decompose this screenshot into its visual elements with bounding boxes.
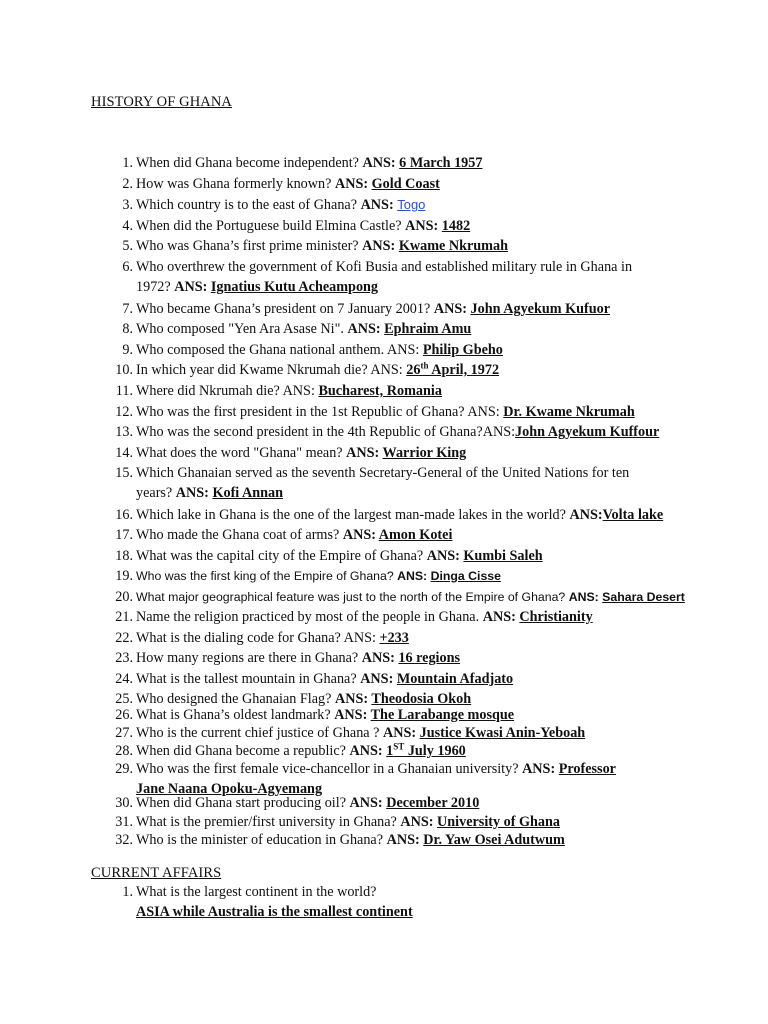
answer-second-line: Jane Naana Opoku-Agyemang — [136, 781, 323, 797]
answer-text — [384, 321, 471, 337]
question-text: Who is the minister of education in Ghana? — [136, 832, 387, 848]
answer-label: ANS: — [361, 650, 399, 666]
question-text: Who overthrew the government of Kofi Busia and established military rule in Ghana in — [136, 259, 633, 275]
answer-value: Amon Kotei — [378, 527, 453, 543]
question-text-cont: years? — [136, 485, 176, 501]
question-body — [136, 648, 460, 668]
answer-value: Dinga Cisse — [430, 569, 501, 583]
question-text: Which Ghanaian served as the seventh Secretary-General of the United Nations for ten — [136, 465, 630, 481]
answer-text — [559, 761, 616, 777]
answer-label: ANS: — [467, 404, 504, 420]
question-number: 2. — [122, 176, 133, 192]
answer-value: Professor — [558, 761, 616, 777]
answer-text — [420, 725, 586, 741]
answer-label: ANS: — [334, 691, 372, 707]
answer-text — [399, 238, 508, 254]
answer-value: Ignatius Kutu Acheampong — [210, 279, 379, 295]
question-second-line — [136, 277, 632, 297]
question-text: When did the Portuguese build Elmina Castle? — [136, 218, 406, 234]
question-text: Who was the first president in the 1st Republic of Ghana? — [136, 404, 468, 420]
answer-label: ANS: — [360, 671, 397, 687]
question-number: 20. — [115, 589, 133, 605]
question-number: 30. — [115, 795, 133, 811]
question-body — [136, 741, 466, 761]
answer-text — [406, 362, 499, 378]
question-body — [136, 195, 425, 215]
answer-label: ANS: — [362, 155, 400, 171]
answer-value: Gold Coast — [371, 176, 440, 192]
answer-text — [211, 279, 378, 295]
answer-text — [603, 507, 664, 523]
answer-text — [442, 218, 470, 234]
question-text: How many regions are there in Ghana? — [136, 650, 362, 666]
question-text: What was the capital city of the Empire of Ghana? — [136, 548, 427, 564]
question-text: Who is the current chief justice of Ghana ? — [136, 725, 383, 741]
answer-text — [471, 301, 611, 317]
answer-prefix: 1 — [386, 743, 394, 759]
question-number: 1. — [122, 884, 133, 900]
question-text: What is Ghana’s oldest landmark? — [136, 707, 335, 723]
question-text: In which year did Kwame Nkrumah die? — [136, 362, 371, 378]
answer-label: ANS: — [482, 609, 520, 625]
question-body — [136, 216, 470, 236]
answer-text — [399, 155, 482, 171]
answer-text — [463, 548, 542, 564]
question-number: 7. — [122, 301, 133, 317]
answer-text — [397, 671, 513, 687]
answer-label: ANS: — [433, 301, 471, 317]
answer-value: April, 1972 — [428, 362, 500, 378]
question-number: 24. — [115, 671, 133, 687]
question-number: 12. — [115, 404, 133, 420]
question-text: Where did Nkrumah die? — [136, 383, 283, 399]
answer-value: Philip Gbeho — [422, 342, 503, 358]
question-number: 13. — [115, 424, 133, 440]
answer-value: Theodosia Okoh — [371, 691, 472, 707]
answer-value: The Larabange mosque — [370, 707, 515, 723]
answer-superscript: th — [420, 360, 429, 371]
answer-label: ANS: — [522, 761, 559, 777]
answer-label: ANS: — [346, 445, 383, 461]
answer-text — [423, 832, 565, 848]
answer-text — [398, 650, 460, 666]
answer-text — [503, 404, 635, 420]
answer-text — [515, 424, 659, 440]
answer-label: ANS: — [347, 321, 385, 337]
answer-value: December 2010 — [386, 795, 480, 811]
answer-label: ANS: — [383, 725, 420, 741]
answer-label: ANS: — [174, 279, 211, 295]
answer-value: University of Ghana — [437, 814, 560, 830]
question-body — [136, 422, 659, 442]
question-body — [136, 360, 499, 380]
question-body — [136, 669, 513, 689]
question-body — [136, 566, 501, 586]
question-body — [136, 587, 685, 607]
question-number: 4. — [122, 218, 133, 234]
answer-label: ANS: — [349, 743, 387, 759]
question-text: What is the dialing code for Ghana? — [136, 630, 344, 646]
section-heading-history: HISTORY OF GHANA — [91, 94, 232, 110]
answer-value: 16 regions — [398, 650, 461, 666]
question-text: When did Ghana become independent? — [136, 155, 363, 171]
question-number: 25. — [115, 691, 133, 707]
answer-text — [380, 630, 409, 646]
answer-value: Justice Kwasi Anin-Yeboah — [419, 725, 586, 741]
question-number: 8. — [122, 321, 133, 337]
answer-label: ANS: — [482, 424, 516, 440]
question-number: 3. — [122, 197, 133, 213]
question-number: 14. — [115, 445, 133, 461]
answer-text — [379, 527, 453, 543]
answer-label: ANS: — [334, 707, 371, 723]
question-second-line — [136, 483, 629, 503]
question-text: Who became Ghana’s president on 7 January 2001? — [136, 301, 434, 317]
answer-value: Bucharest, Romania — [318, 383, 442, 399]
answer-label: ANS: — [405, 218, 442, 234]
answer-value: Dr. Yaw Osei Adutwum — [423, 832, 565, 848]
question-number: 23. — [115, 650, 133, 666]
answer-value: Kumbi Saleh — [463, 548, 543, 564]
answer-text — [431, 569, 501, 583]
question-number: 21. — [115, 609, 133, 625]
question-body — [136, 546, 543, 566]
answer-value: Volta lake — [602, 507, 664, 523]
question-number: 16. — [115, 507, 133, 523]
answer-label: ANS: — [386, 342, 423, 358]
question-body — [136, 830, 565, 850]
answer-value: Kwame Nkrumah — [398, 238, 508, 254]
question-body — [136, 402, 635, 422]
answer-text — [519, 609, 592, 625]
question-text: Who designed the Ghanaian Flag? — [136, 691, 335, 707]
answer-label: ANS: — [343, 630, 380, 646]
question-text: Who composed the Ghana national anthem. — [136, 342, 387, 358]
question-text: Who was Ghana’s first prime minister? — [136, 238, 363, 254]
answer-value: John Agyekum Kuffour — [515, 424, 660, 440]
answer-label: ANS: — [334, 176, 372, 192]
question-text: How was Ghana formerly known? — [136, 176, 335, 192]
question-text: When did Ghana become a republic? — [136, 743, 350, 759]
answer-text — [371, 707, 514, 723]
answer-text — [423, 342, 503, 358]
question-number: 32. — [115, 832, 133, 848]
question-body — [136, 723, 585, 743]
question-body — [136, 463, 629, 503]
answer-text — [318, 383, 442, 399]
question-text: Who was the first female vice-chancellor in a Ghanaian university? — [136, 761, 523, 777]
question-body — [136, 812, 560, 832]
answer-label: ANS: — [568, 590, 603, 604]
question-text: What is the tallest mountain in Ghana? — [136, 671, 361, 687]
answer-label: ANS: — [386, 832, 424, 848]
answer-prefix: 26 — [406, 362, 421, 378]
answer-text — [386, 795, 479, 811]
question-body — [136, 882, 413, 922]
answer-value: Sahara Desert — [602, 590, 685, 604]
question-body — [136, 628, 409, 648]
answer-text — [437, 814, 560, 830]
answer-value: July 1960 — [404, 743, 466, 759]
question-number: 10. — [115, 362, 133, 378]
answer-value: Mountain Afadjato — [396, 671, 514, 687]
question-text: When did Ghana start producing oil? — [136, 795, 350, 811]
answer-text — [372, 176, 440, 192]
question-text-cont: 1972? — [136, 279, 175, 295]
question-number: 15. — [115, 465, 133, 481]
question-number: 5. — [122, 238, 133, 254]
answer-text: ASIA while Australia is the smallest continent — [136, 904, 413, 920]
answer-label: ANS: — [360, 197, 398, 213]
answer-label: ANS: — [342, 527, 379, 543]
question-body — [136, 381, 442, 401]
answer-text — [602, 590, 685, 604]
question-text: Which country is to the east of Ghana? — [136, 197, 361, 213]
question-number: 11. — [115, 383, 133, 399]
question-body — [136, 319, 471, 339]
answer-label: ANS: — [397, 569, 431, 583]
question-text: What is the premier/first university in Ghana? — [136, 814, 401, 830]
answer-label: ANS: — [175, 485, 213, 501]
answer-label: ANS: — [349, 795, 387, 811]
section-heading-current-affairs: CURRENT AFFAIRS — [91, 865, 222, 881]
answer-value: John Agyekum Kufuor — [470, 301, 611, 317]
question-body — [136, 793, 479, 813]
question-number: 6. — [122, 259, 133, 275]
question-number: 17. — [115, 527, 133, 543]
question-number: 28. — [115, 743, 133, 759]
question-text: Which lake in Ghana is the one of the largest man-made lakes in the world? — [136, 507, 570, 523]
question-body — [136, 505, 663, 525]
answer-text — [386, 743, 466, 759]
answer-superscript: ST — [393, 741, 405, 752]
answer-text — [383, 445, 467, 461]
answer-label: ANS: — [426, 548, 464, 564]
question-text: What is the largest continent in the world? — [136, 884, 377, 900]
answer-link[interactable]: Togo — [397, 197, 426, 212]
question-text: Who composed "Yen Ara Asase Ni". — [136, 321, 348, 337]
answer-value: Warrior King — [382, 445, 467, 461]
answer-value: Dr. Kwame Nkrumah — [503, 404, 635, 420]
question-number: 1. — [122, 155, 133, 171]
question-text: Name the religion practiced by most of the people in Ghana. — [136, 609, 483, 625]
question-text: What major geographical feature was just to the north of the Empire of Ghana? — [136, 590, 569, 604]
question-body — [136, 299, 610, 319]
question-body — [136, 174, 440, 194]
question-body — [136, 607, 593, 627]
question-body — [136, 705, 514, 725]
question-body — [136, 257, 632, 297]
answer-value: Christianity — [519, 609, 593, 625]
answer-label: ANS: — [569, 507, 603, 523]
question-body — [136, 525, 452, 545]
answer-value: Ephraim Amu — [384, 321, 472, 337]
answer-label: ANS: — [370, 362, 407, 378]
answer-value: +233 — [379, 630, 409, 646]
question-number: 19. — [115, 568, 133, 584]
question-text: Who was the second president in the 4th Republic of Ghana? — [136, 424, 483, 440]
question-body — [136, 340, 503, 360]
question-number: 9. — [122, 342, 133, 358]
question-number: 27. — [115, 725, 133, 741]
answer-label: ANS: — [400, 814, 438, 830]
answer-text — [212, 485, 283, 501]
question-number: 29. — [115, 761, 133, 777]
question-body — [136, 236, 508, 256]
answer-value: Kofi Annan — [212, 485, 284, 501]
answer-label: ANS: — [362, 238, 399, 254]
question-text: What does the word "Ghana" mean? — [136, 445, 347, 461]
question-body — [136, 443, 466, 463]
answer-value: 6 March 1957 — [399, 155, 483, 171]
answer-label: ANS: — [282, 383, 319, 399]
question-number: 22. — [115, 630, 133, 646]
question-number: 18. — [115, 548, 133, 564]
answer-value: 1482 — [441, 218, 471, 234]
question-text: Who was the first king of the Empire of Ghana? — [136, 569, 398, 583]
question-number: 26. — [115, 707, 133, 723]
question-number: 31. — [115, 814, 133, 830]
question-body — [136, 153, 482, 173]
question-text: Who made the Ghana coat of arms? — [136, 527, 343, 543]
